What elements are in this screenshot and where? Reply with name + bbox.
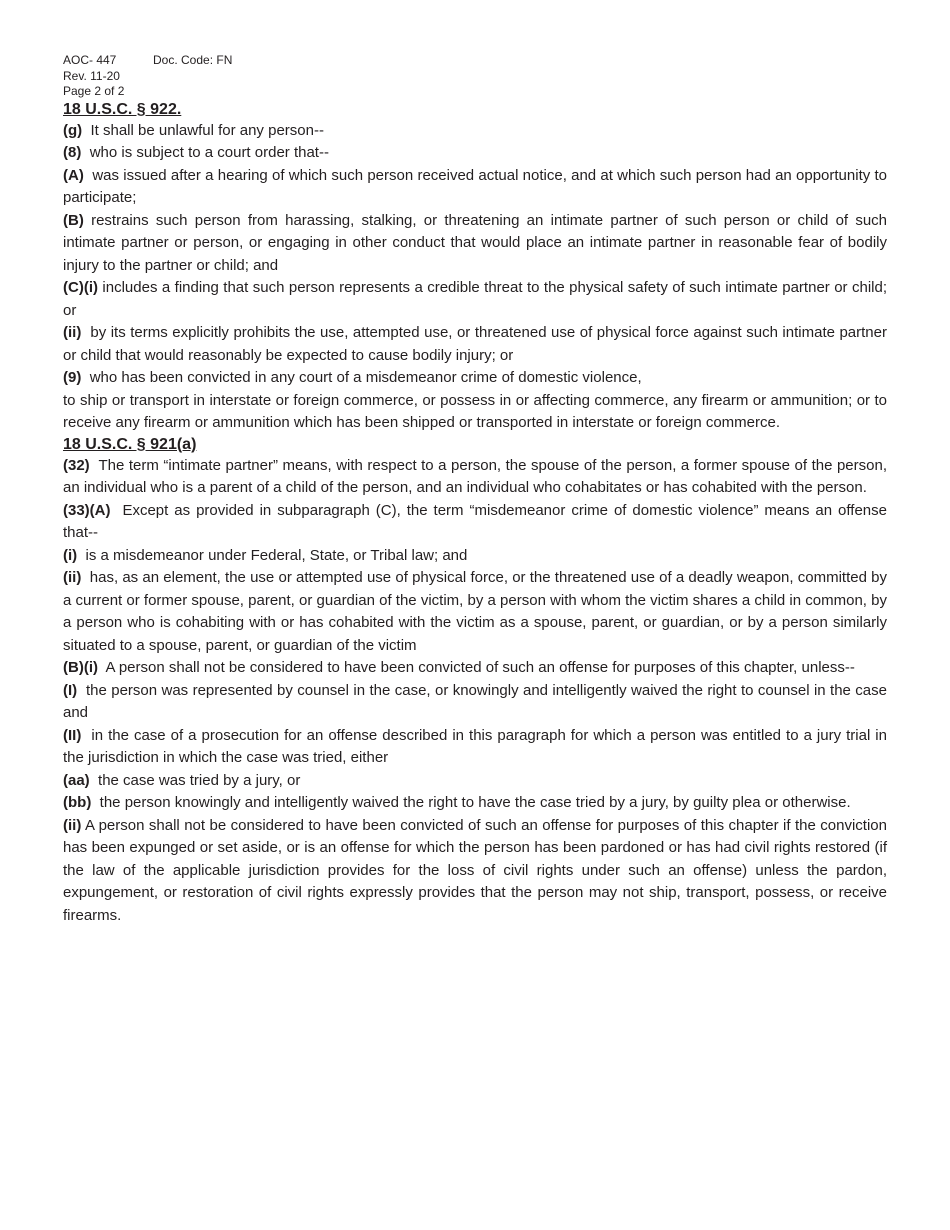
paragraph-text: Except as provided in subparagraph (C), the term “misdemeanor crime of domestic violence” means an offense that-- bbox=[63, 501, 887, 541]
paragraph-text: The term “intimate partner” means, with respect to a person, the spouse of the person, a former spouse of the person, an individual who is a parent of a child of the person, and an individual who cohabitates or has cohabited with the person. bbox=[63, 456, 887, 496]
paragraph-ii bbox=[63, 322, 887, 367]
paragraph-text: who has been convicted in any court of a misdemeanor crime of domestic violence, bbox=[89, 369, 642, 386]
paragraph-aa bbox=[63, 770, 887, 793]
paragraph-B bbox=[63, 210, 887, 278]
paragraph-text: the person was represented by counsel in the case, or knowingly and intelligently waived the right to counsel in the case and bbox=[63, 681, 887, 721]
section-title-921a: 18 U.S.C. § 921(a) bbox=[63, 435, 197, 453]
form-header bbox=[63, 53, 887, 100]
paragraph-A bbox=[63, 165, 887, 210]
paragraph-label: (I) bbox=[63, 681, 78, 699]
paragraph-ii bbox=[63, 567, 887, 657]
paragraph-32 bbox=[63, 455, 887, 500]
paragraph-text: includes a finding that such person represents a credible threat to the physical safety of such intimate partner or child; or bbox=[63, 279, 887, 319]
page-number: Page 2 of 2 bbox=[63, 84, 125, 98]
paragraph-I bbox=[63, 680, 887, 725]
paragraph-label: (aa) bbox=[63, 771, 90, 789]
closing-paragraph: to ship or transport in interstate or foreign commerce, or possess in or affecting commerce, any firearm or ammunition; or to receive any firearm or ammunition which has been shipped or transported in interstate or foreign commerce. bbox=[63, 391, 887, 431]
paragraph-8 bbox=[63, 142, 887, 165]
paragraph-text: is a misdemeanor under Federal, State, or Tribal law; and bbox=[85, 546, 468, 564]
paragraph-9 bbox=[63, 367, 887, 390]
paragraph-text: A person shall not be considered to have been convicted of such an offense for purposes of this chapter if the conviction has been expunged or set aside, or is an offense for which the person has been pardoned or has had civil rights restored (if the law of the applicable jurisdiction provides for the loss of civil rights under such an offense) unless the pardon, expungement, or restoration of civil rights expressly provides that the person may not ship, transport, possess, or receive firearms. bbox=[63, 816, 887, 924]
paragraph-label: (33)(A) bbox=[63, 501, 111, 519]
paragraph-label: (g) bbox=[63, 121, 83, 139]
paragraph-label: (i) bbox=[63, 546, 78, 564]
paragraph-label: (C)(i) bbox=[63, 279, 98, 296]
paragraph-i bbox=[63, 545, 887, 568]
paragraph-label: (ii) bbox=[63, 816, 82, 834]
paragraph-text: A person shall not be considered to have been convicted of such an offense for purposes of this chapter, unless-- bbox=[105, 659, 855, 676]
paragraph-label: (ii) bbox=[63, 569, 82, 586]
paragraph-text: has, as an element, the use or attempted use of physical force, or the threatened use of a deadly weapon, committed by a current or former spouse, parent, or guardian of the victim, by a person with whom the victim shares a child in common, by a person who is cohabiting with or has cohabited with the victim as a spouse, parent, or guardian, or by a person similarly situated to a spouse, parent, or guardian of the victim bbox=[63, 569, 887, 654]
revision: Rev. 11-20 bbox=[63, 68, 120, 83]
paragraph-text: was issued after a hearing of which such person received actual notice, and at which such person had an opportunity to participate; bbox=[63, 166, 887, 206]
paragraph-text: It shall be unlawful for any person-- bbox=[90, 121, 324, 139]
paragraph-bb bbox=[63, 792, 887, 815]
paragraph-33-A bbox=[63, 500, 887, 545]
document-page bbox=[63, 53, 887, 927]
paragraph-label: (II) bbox=[63, 726, 82, 744]
paragraph-label: (B) bbox=[63, 211, 84, 229]
paragraph-text: the person knowingly and intelligently waived the right to have the case tried by a jury, by guilty plea or otherwise. bbox=[99, 794, 851, 811]
paragraph-text: the case was tried by a jury, or bbox=[98, 771, 301, 789]
section-title-922: 18 U.S.C. § 922. bbox=[63, 100, 182, 118]
paragraph-text: who is subject to a court order that-- bbox=[89, 144, 329, 161]
paragraph-label: (32) bbox=[63, 456, 90, 474]
paragraph-label: (bb) bbox=[63, 794, 92, 811]
paragraph-B-i bbox=[63, 657, 887, 680]
paragraph-label: (9) bbox=[63, 369, 82, 386]
paragraph-II bbox=[63, 725, 887, 770]
paragraph-label: (8) bbox=[63, 144, 82, 161]
paragraph-text: in the case of a prosecution for an offense described in this paragraph for which a person was entitled to a jury trial in the jurisdiction in which the case was tried, either bbox=[63, 726, 887, 766]
paragraph-label: (A) bbox=[63, 166, 84, 184]
paragraph-text: by its terms explicitly prohibits the use, attempted use, or threatened use of physical force against such intimate partner or child that would reasonably be expected to cause bodily injury; or bbox=[63, 324, 887, 364]
paragraph-text: restrains such person from harassing, stalking, or threatening an intimate partner of such person or child of such intimate partner or person, or engaging in other conduct that would place an intimate partner in reasonable fear of bodily injury to the partner or child; and bbox=[63, 211, 888, 274]
doc-code: Doc. Code: FN bbox=[153, 53, 233, 67]
paragraph-g bbox=[63, 120, 887, 143]
paragraph-label: (ii) bbox=[63, 324, 82, 341]
form-number: AOC- 447 bbox=[63, 53, 117, 67]
paragraph-label: (B)(i) bbox=[63, 659, 98, 676]
paragraph-C-i bbox=[63, 277, 887, 322]
paragraph-ii-final bbox=[63, 815, 887, 928]
